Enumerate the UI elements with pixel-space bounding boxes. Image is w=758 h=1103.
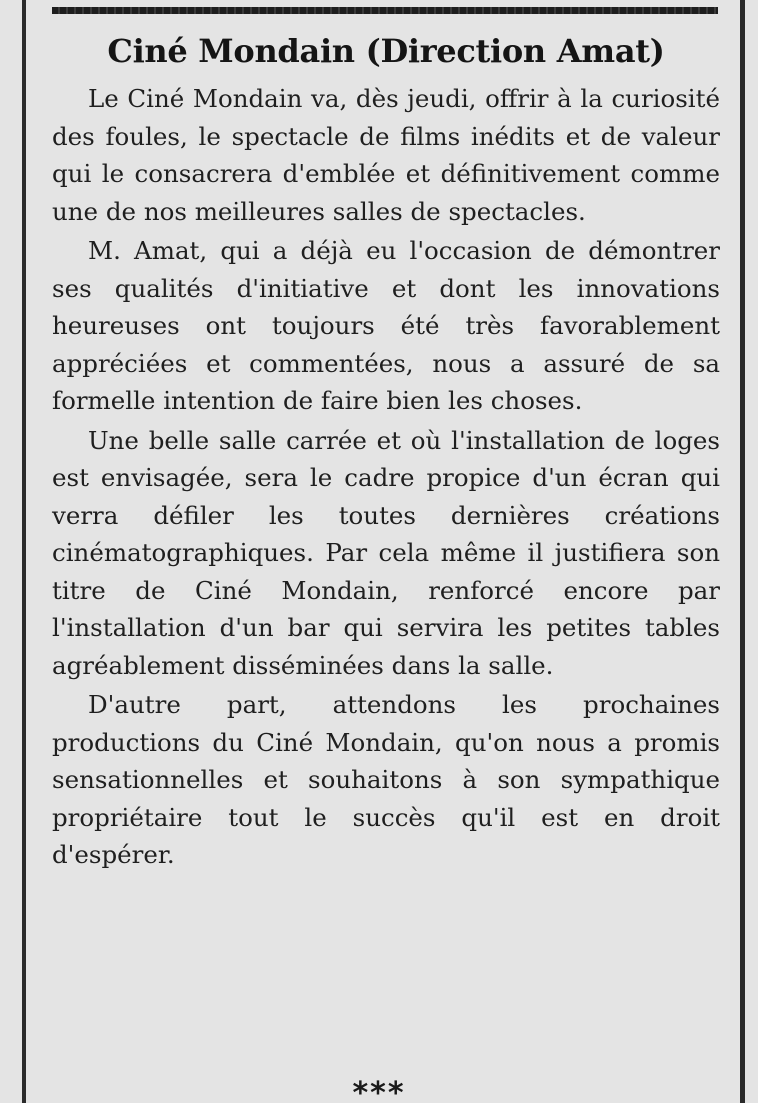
article-headline: Ciné Mondain (Direction Amat): [107, 32, 665, 70]
article-paragraph-3: Une belle salle carrée et où l'installation de loges est envisagée, sera le cadre propice d'un écran qui verra défiler les toutes dernières créations cinématographiques. Par cela même il justifiera son titre de Ciné Mondain, renforcé encore par l'installation d'un bar qui servira les petites tables agréablement disséminées dans la salle.: [52, 425, 720, 680]
left-column-rule: [22, 0, 26, 1103]
right-column-rule: [740, 0, 745, 1103]
article-paragraph-4: D'autre part, attendons les prochaines productions du Ciné Mondain, qu'on nous a promis sensationnelles et souhaitons à son sympathique propriétaire tout le succès qu'il est en droit d'espérer.: [52, 690, 720, 869]
article-paragraph-1: Le Ciné Mondain va, dès jeudi, offrir à la curiosité des foules, le spectacle de films inédits et de valeur qui le consacrera d'emblée et définitivement comme une de nos meilleures salles de spectacles.: [52, 84, 720, 226]
article-paragraph-2: M. Amat, qui a déjà eu l'occasion de démontrer ses qualités d'initiative et dont les innovations heureuses ont toujours été très favorablement appréciées et commentées, nous a assuré de sa formelle intention de faire bien les choses.: [52, 236, 720, 415]
top-decorative-rule: [52, 7, 718, 14]
section-separator-stars: ***: [352, 1076, 406, 1103]
article: [52, 24, 720, 874]
